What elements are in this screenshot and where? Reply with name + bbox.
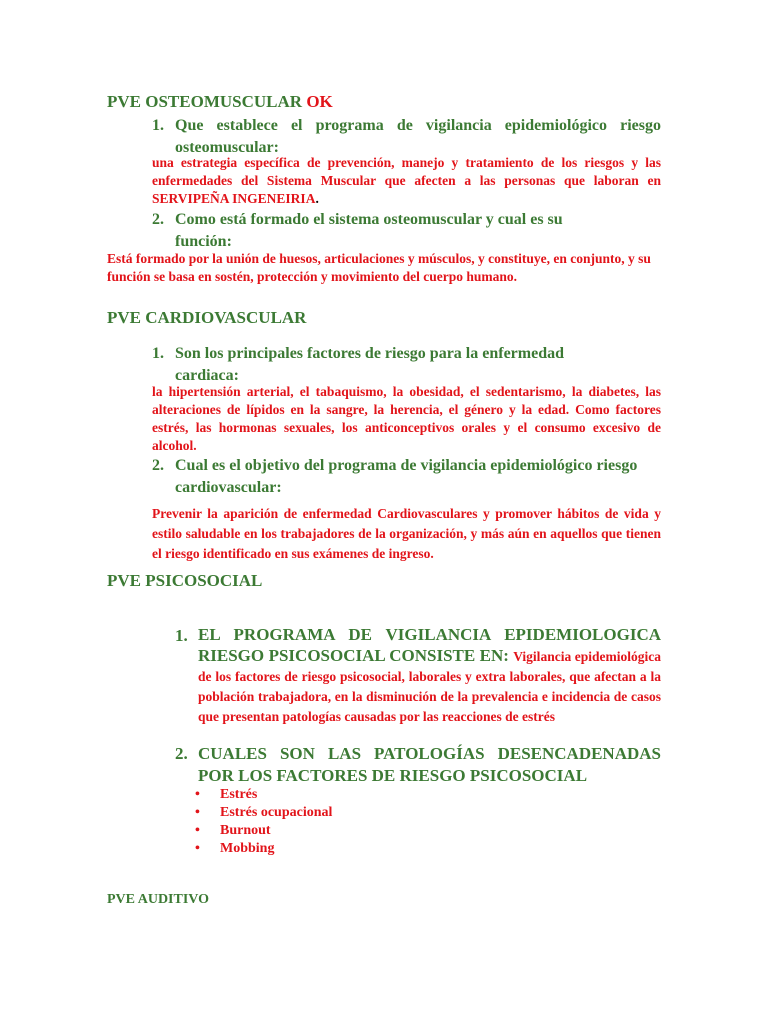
question-number: 2. <box>175 744 188 763</box>
question-psico-1-block <box>198 625 661 727</box>
question-number: 2. <box>152 211 164 228</box>
answer-osteo-2: Está formado por la unión de huesos, articulaciones y músculos, y constituye, en conjunto, y su función se basa en sostén, protección y movimiento del cuerpo humano. <box>107 251 651 284</box>
question-number: 1. <box>152 345 164 362</box>
question-osteo-1: Que establece el programa de vigilancia epidemiológico riesgo osteomuscular: <box>175 117 661 156</box>
bullet-icon: • <box>195 787 200 802</box>
list-item: • Mobbing <box>195 841 275 856</box>
section-title-psicosocial: PVE PSICOSOCIAL <box>107 571 263 590</box>
section-title-auditivo: PVE AUDITIVO <box>107 892 210 907</box>
question-cardio-2: Cual es el objetivo del programa de vigilancia epidemiológico riesgo cardiovascular: <box>175 457 638 496</box>
answer-period: . <box>315 191 319 206</box>
list-item: • Burnout <box>195 823 271 838</box>
question-osteo-2: Como está formado el sistema osteomuscular y cual es su función: <box>175 211 563 250</box>
section-title-cardiovascular: PVE CARDIOVASCULAR <box>107 308 307 327</box>
bullet-icon: • <box>195 805 200 820</box>
question-number: 1. <box>152 117 164 134</box>
list-item: • Estrés ocupacional <box>195 805 333 820</box>
ok-marker: OK <box>306 92 333 111</box>
question-number: 1. <box>175 626 188 645</box>
question-psico-1: EL PROGRAMA DE VIGILANCIA EPIDEMIOLOGICA RIESGO PSICOSOCIAL CONSISTE EN: <box>198 625 661 665</box>
list-item: • Estrés <box>195 787 258 802</box>
answer-text: una estrategia específica de prevención, manejo y tratamiento de los riesgos y las enfermedades del Sistema Muscular que afecten a las personas que laboran en SERVIPEÑA INGENEIRIA <box>152 155 661 206</box>
question-number: 2. <box>152 457 164 474</box>
answer-cardio-1: la hipertensión arterial, el tabaquismo, la obesidad, el sedentarismo, la diabetes, las alteraciones de lípidos en la sangre, la herencia, el género y la edad. Como factores estrés, las hormonas sexuales, los anticonceptivos orales y el consumo excesivo de alcohol. <box>152 384 661 453</box>
section-title-osteomuscular <box>107 92 333 112</box>
bullet-icon: • <box>195 841 200 856</box>
question-psico-2: CUALES SON LAS PATOLOGÍAS DESENCADENADAS POR LOS FACTORES DE RIESGO PSICOSOCIAL <box>198 744 661 785</box>
answer-cardio-2: Prevenir la aparición de enfermedad Cardiovasculares y promover hábitos de vida y estilo saludable en los trabajadores de la organización, y más aún en aquellos que tienen el riesgo identificado en sus exámenes de ingreso. <box>152 506 661 561</box>
answer-osteo-1 <box>152 154 661 208</box>
section-title-text: PVE OSTEOMUSCULAR <box>107 92 303 111</box>
question-cardio-1: Son los principales factores de riesgo para la enfermedad cardiaca: <box>175 345 565 384</box>
answer-psico-1: Vigilancia epidemiológica de los factores de riesgo psicosocial, laborales y extra laborales, que afectan a la población trabajadora, en la disminución de la prevalencia e incidencia de casos que presentan patologías causadas por las reacciones de estrés <box>198 649 662 724</box>
bullet-icon: • <box>195 823 200 838</box>
